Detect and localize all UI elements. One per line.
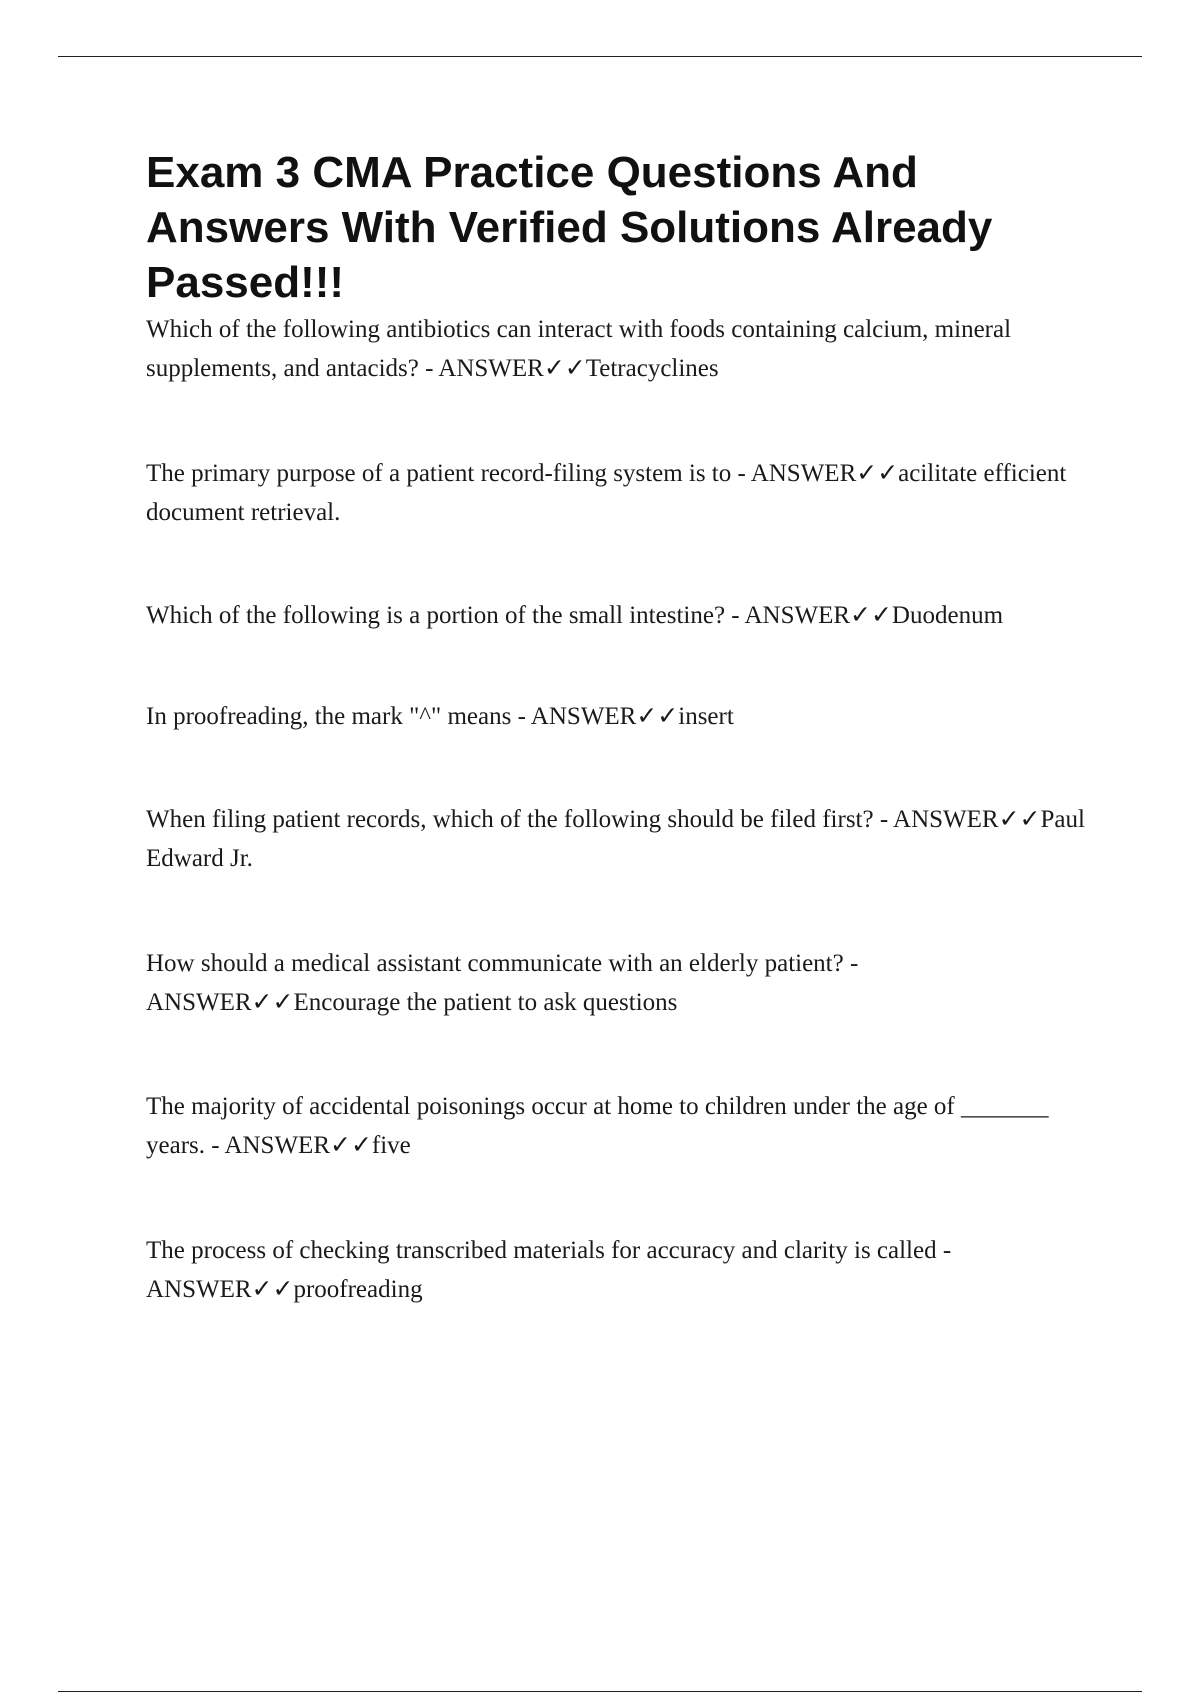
qa-item-1: Which of the following antibiotics can interact with foods containing calcium, mineral supplements, and antacids? - ANSWER✓✓Tetracyclines	[146, 316, 1012, 382]
document-body	[146, 145, 1096, 1309]
qa-item-4: In proofreading, the mark "^" means - ANSWER✓✓insert	[146, 703, 734, 730]
top-rule	[58, 56, 1142, 57]
document-title: Exam 3 CMA Practice Questions And Answers With Verified Solutions Already Passed!!!	[146, 148, 993, 307]
bottom-rule	[58, 1691, 1142, 1692]
qa-item-5: When filing patient records, which of the following should be filed first? - ANSWER✓✓Paul Edward Jr.	[146, 806, 1085, 872]
qa-item-3: Which of the following is a portion of the small intestine? - ANSWER✓✓Duodenum	[146, 602, 1004, 629]
qa-item-6: How should a medical assistant communicate with an elderly patient? - ANSWER✓✓Encourage the patient to ask questions	[146, 950, 859, 1016]
qa-item-2: The primary purpose of a patient record-filing system is to - ANSWER✓✓acilitate efficient document retrieval.	[146, 460, 1067, 526]
qa-item-7: The majority of accidental poisonings occur at home to children under the age of _______ years. - ANSWER✓✓five	[146, 1093, 1049, 1159]
qa-item-8: The process of checking transcribed materials for accuracy and clarity is called - ANSWER✓✓proofreading	[146, 1237, 952, 1303]
